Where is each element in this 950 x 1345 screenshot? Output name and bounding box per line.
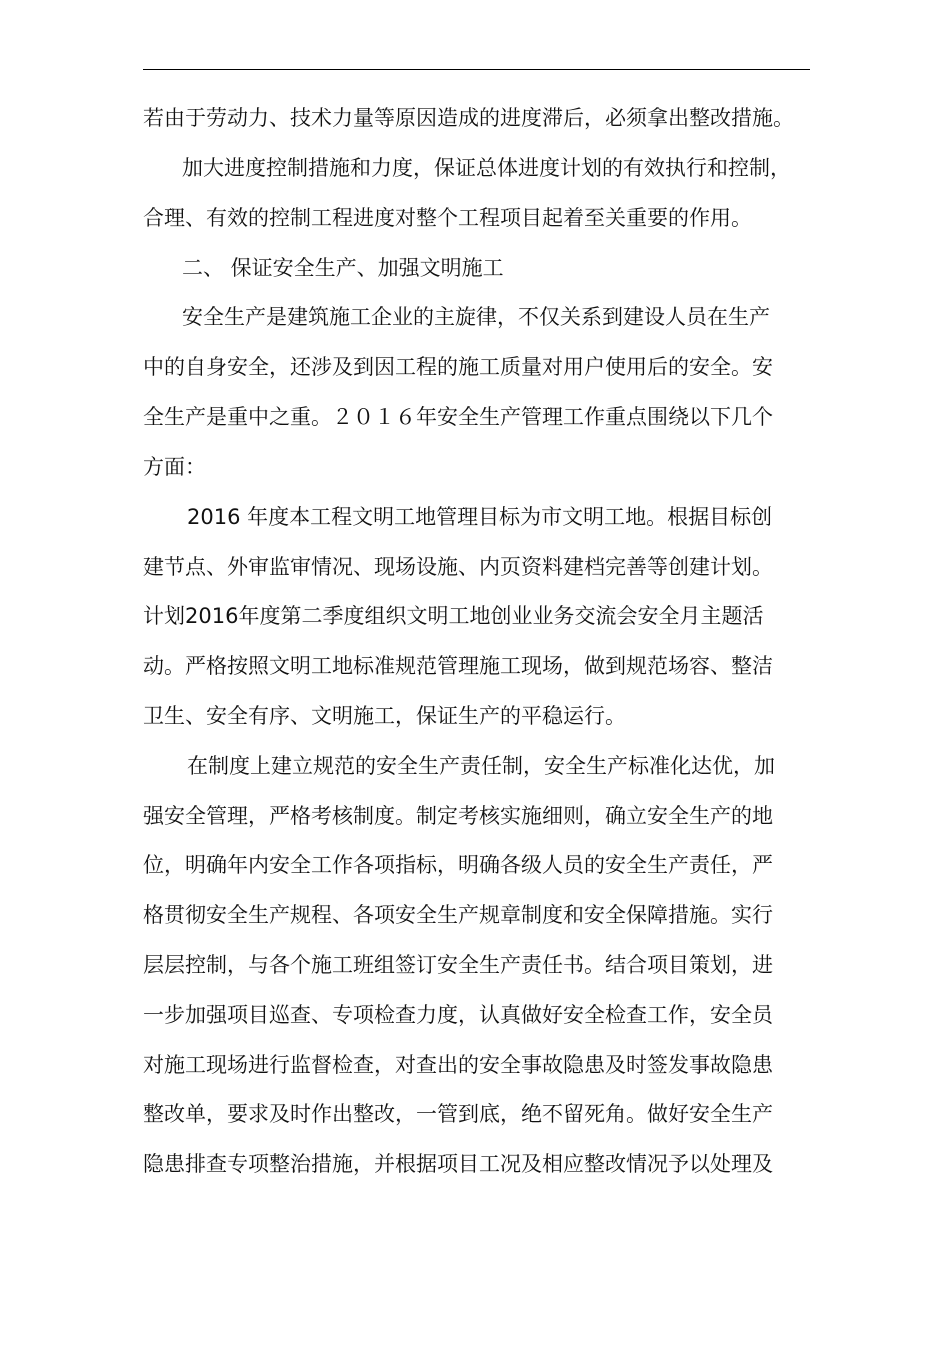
text-line: 卫生、安全有序、文明施工，保证生产的平稳运行。 [143,704,626,728]
text-line: 整改单，要求及时作出整改，一管到底，绝不留死角。做好安全生产 [143,1102,773,1126]
text-line: 隐患排查专项整治措施，并根据项目工况及相应整改情况予以处理及 [143,1152,773,1176]
text-line: 全生产是重中之重。２０１６年安全生产管理工作重点围绕以下几个 [143,405,773,429]
text-line: 若由于劳动力、技术力量等原因造成的进度滞后，必须拿出整改措施。 [143,106,794,130]
text-line: 合理、有效的控制工程进度对整个工程项目起着至关重要的作用。 [143,206,752,230]
text-line: 计划2016年度第二季度组织文明工地创业业务交流会安全月主题活 [143,604,764,628]
text-line: 格贯彻安全生产规程、各项安全生产规章制度和安全保障措施。实行 [143,903,773,927]
text-line: 一步加强项目巡查、专项检查力度，认真做好安全检查工作，安全员 [143,1003,773,1027]
text-line: 建节点、外审监审情况、现场设施、内页资料建档完善等创建计划。 [143,555,773,579]
text-line: 强安全管理，严格考核制度。制定考核实施细则，确立安全生产的地 [143,804,773,828]
paragraph-first-line: 在制度上建立规范的安全生产责任制，安全生产标准化达优，加 [187,754,775,778]
paragraph-first-line: 加大进度控制措施和力度，保证总体进度计划的有效执行和控制， [182,156,791,180]
text-line: 动。严格按照文明工地标准规范管理施工现场，做到规范场容、整洁 [143,654,773,678]
text-line: 对施工现场进行监督检查，对查出的安全事故隐患及时签发事故隐患 [143,1053,773,1077]
text-line: 中的自身安全，还涉及到因工程的施工质量对用户使用后的安全。安 [143,355,773,379]
section-heading: 二、 保证安全生产、加强文明施工 [182,256,504,280]
paragraph-first-line: 安全生产是建筑施工企业的主旋律，不仅关系到建设人员在生产 [182,305,770,329]
text-line: 方面： [143,455,206,479]
header-rule [143,69,810,70]
paragraph-first-line: 2016 年度本工程文明工地管理目标为市文明工地。根据目标创 [187,505,773,529]
text-line: 位，明确年内安全工作各项指标，明确各级人员的安全生产责任，严 [143,853,773,877]
text-line: 层层控制，与各个施工班组签订安全生产责任书。结合项目策划，进 [143,953,773,977]
